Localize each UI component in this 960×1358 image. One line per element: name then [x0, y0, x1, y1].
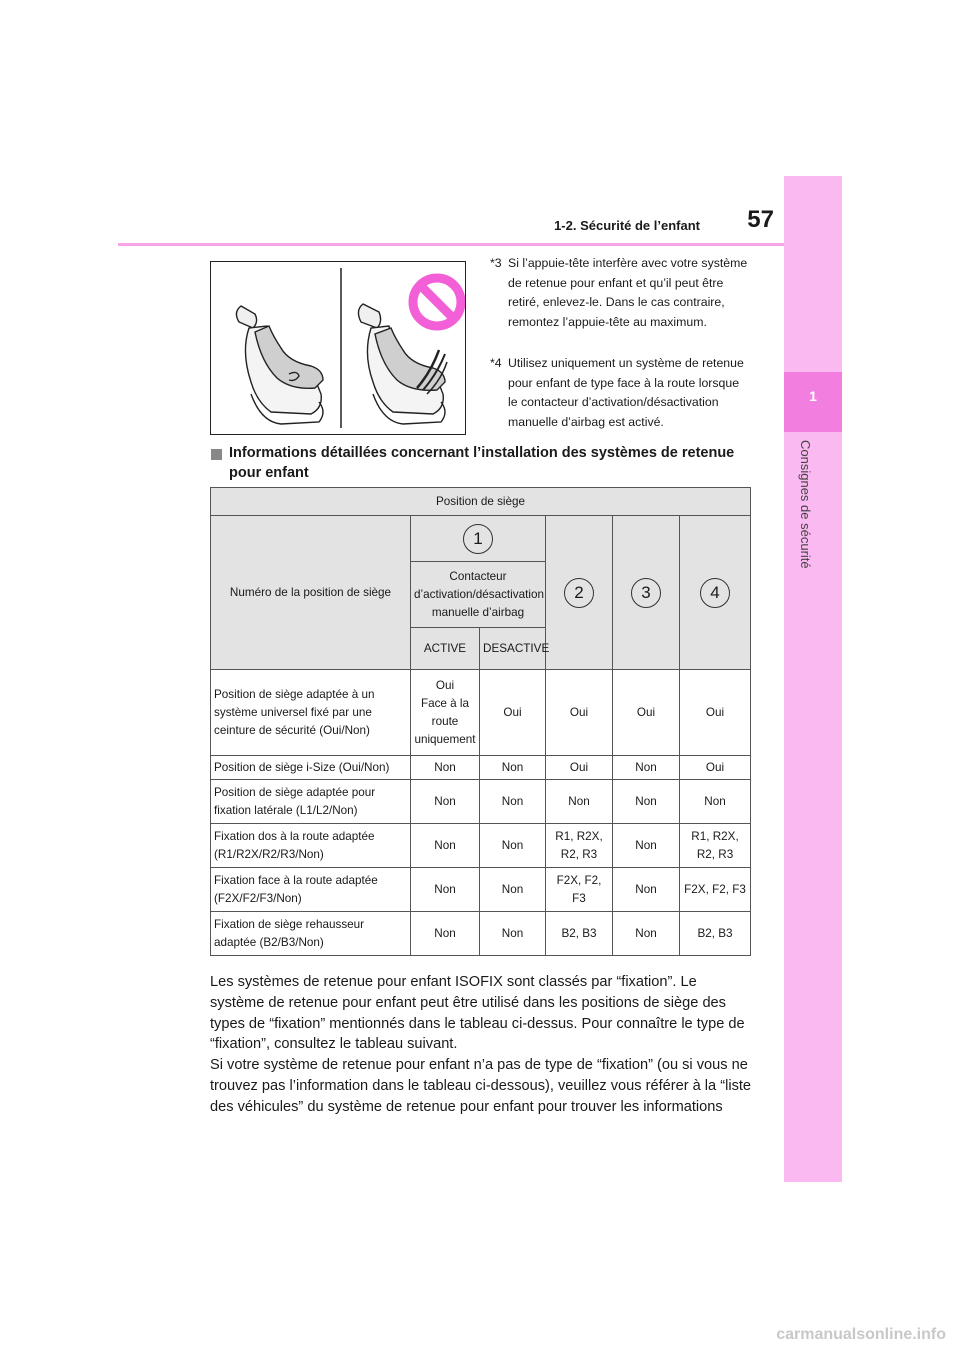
table-cell: R1, R2X, R2, R3 [680, 824, 751, 868]
table-cell: B2, B3 [680, 912, 751, 956]
row-label: Position de siège adaptée à un système universel fixé par une ceinture de sécurité (Oui/Non) [211, 670, 411, 756]
note-3-text: Si l’appuie-tête interfère avec votre système de retenue pour enfant et qu’il peut être retiré, enlevez-le. Dans le cas contraire, remontez l’appuie-tête au maximum. [508, 256, 748, 329]
table-row [211, 670, 751, 756]
table-cell: Oui [546, 670, 613, 756]
position-1-cell [411, 516, 546, 562]
seat-ok-icon [236, 306, 323, 424]
table-cell: Oui [480, 670, 546, 756]
table-cell: Non [546, 780, 613, 824]
table-cell: Non [613, 868, 680, 912]
body-paragraph-1: Les systèmes de retenue pour enfant ISOFIX sont classés par “fixation”. Le système de retenue pour enfant peut être utilisé dans les positions de siège des types de “fixation” mentionnés dans le tableau ci-dessus. Pour connaître le type de “fixation”, consultez le tableau suivant. [210, 974, 745, 1053]
table-cell: Non [411, 868, 480, 912]
table-cell: Non [613, 824, 680, 868]
position-2-icon: 2 [564, 578, 594, 608]
table-cell: B2, B3 [546, 912, 613, 956]
row-label: Position de siège i-Size (Oui/Non) [211, 756, 411, 780]
table-cell: Non [411, 824, 480, 868]
table-row [211, 868, 751, 912]
note-4-mark: *4 [490, 356, 502, 370]
table-cell: Oui [546, 756, 613, 780]
header-rule [118, 243, 784, 246]
isofix-compatibility-table [210, 487, 751, 956]
page-number: 57 [747, 206, 774, 233]
table-cell: Oui [680, 670, 751, 756]
table-cell: Non [480, 824, 546, 868]
airbag-switch-label: Contacteur d’activation/désactivation manuelle d’airbag [411, 562, 546, 628]
table-cell: F2X, F2, F3 [546, 868, 613, 912]
table-row [211, 756, 751, 780]
position-3-cell [613, 516, 680, 670]
table-title: Position de siège [211, 488, 751, 516]
child-seat-headrest-drawing [211, 262, 465, 434]
table-cell: Non [613, 756, 680, 780]
table-cell: Non [613, 912, 680, 956]
row-label: Fixation face à la route adaptée (F2X/F2/F3/Non) [211, 868, 411, 912]
table-cell: Non [680, 780, 751, 824]
table-row [211, 912, 751, 956]
position-number-label: Numéro de la position de siège [211, 516, 411, 670]
note-3-mark: *3 [490, 256, 502, 270]
table-cell [411, 670, 480, 756]
section-title: 1-2. Sécurité de l’enfant [554, 218, 700, 233]
position-2-cell [546, 516, 613, 670]
airbag-active-label: ACTIVE [411, 628, 480, 670]
body-paragraph-2: Si votre système de retenue pour enfant n’a pas de type de “fixation” (ou si vous ne trouvez pas l’information dans le tableau ci-dessous), veuillez vous référer à la “liste des véhicules” du système de retenue pour enfant pour trouver les informations [210, 1057, 752, 1115]
position-4-icon: 4 [700, 578, 730, 608]
prohibition-icon [413, 278, 461, 326]
cell-value: Oui [435, 678, 455, 692]
table-cell: R1, R2X, R2, R3 [546, 824, 613, 868]
position-3-icon: 3 [631, 578, 661, 608]
table-cell: Non [411, 912, 480, 956]
chapter-side-tab [784, 176, 842, 1182]
heading-bullet-icon [211, 449, 222, 460]
site-watermark: carmanualsonline.info [776, 1326, 946, 1343]
row-label: Position de siège adaptée pour fixation latérale (L1/L2/Non) [211, 780, 411, 824]
headrest-illustration [210, 261, 466, 435]
table-cell: Oui [680, 756, 751, 780]
position-4-cell [680, 516, 751, 670]
table-cell: Non [480, 868, 546, 912]
table-cell: Non [480, 780, 546, 824]
note-4 [490, 354, 752, 432]
note-3 [490, 254, 752, 332]
table-cell: Oui [613, 670, 680, 756]
table-row [211, 824, 751, 868]
table-cell: Non [411, 780, 480, 824]
section-heading: Informations détaillées concernant l’installation des systèmes de retenue pour enfant [229, 445, 735, 481]
airbag-inactive-label: DESACTIVE [480, 628, 546, 670]
row-label: Fixation de siège rehausseur adaptée (B2/B3/Non) [211, 912, 411, 956]
position-1-icon: 1 [463, 524, 493, 554]
table-cell: Non [480, 756, 546, 780]
chapter-number: 1 [809, 388, 817, 404]
note-4-text: Utilisez uniquement un système de retenue pour enfant de type face à la route lorsque le contacteur d’activation/désactivation manuelle d’airbag est activé. [508, 356, 744, 429]
table-cell: Non [411, 756, 480, 780]
table-cell: Non [613, 780, 680, 824]
chapter-label: Consignes de sécurité [798, 440, 813, 569]
row-label: Fixation dos à la route adaptée (R1/R2X/R2/R3/Non) [211, 824, 411, 868]
cell-note: Face à la route uniquement [414, 696, 476, 746]
table-cell: F2X, F2, F3 [680, 868, 751, 912]
body-text [210, 972, 752, 1118]
table-cell: Non [480, 912, 546, 956]
table-row [211, 780, 751, 824]
